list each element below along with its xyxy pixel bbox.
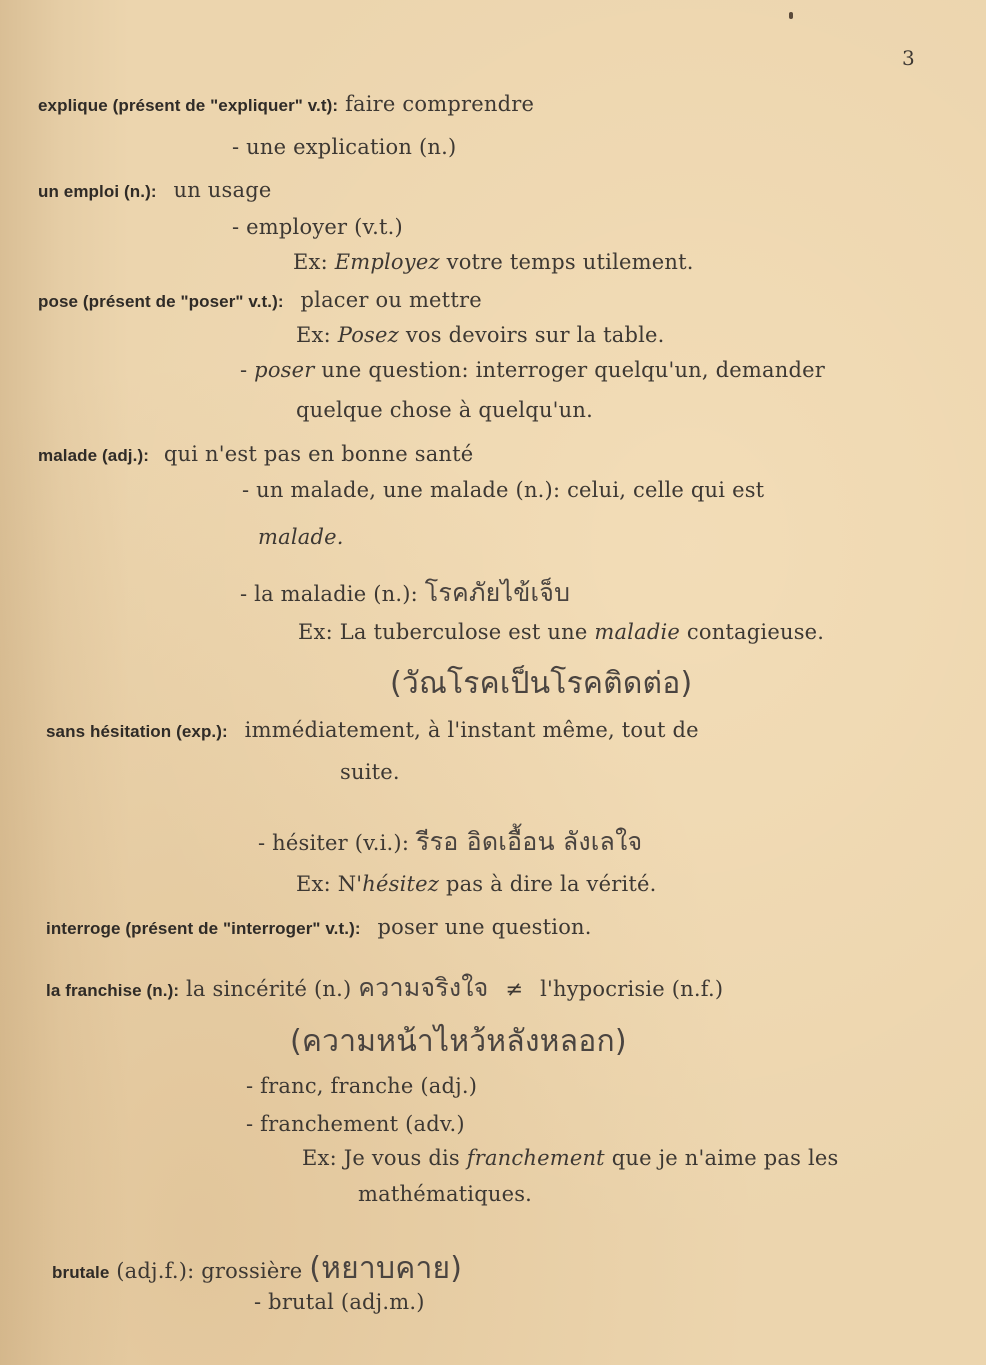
headword: explique (présent de "expliquer" v.t): bbox=[38, 96, 339, 115]
ink-speck bbox=[789, 12, 793, 19]
derived-maladie: - la maladie (n.): โรคภัยไข้เจ็บ bbox=[240, 578, 571, 607]
definition-cont: suite. bbox=[340, 760, 400, 784]
example-franchement: Ex: Je vous dis franchement que je n'aime pas les bbox=[302, 1146, 839, 1170]
entry-pose bbox=[38, 288, 482, 312]
headword: la franchise (n.): bbox=[46, 981, 180, 1000]
derived-un-malade-cont: malade. bbox=[258, 525, 344, 549]
thai-translation: (หยาบคาย) bbox=[309, 1251, 463, 1286]
entry-interroge bbox=[46, 915, 592, 939]
definition: qui n'est pas en bonne santé bbox=[163, 442, 474, 466]
entry-franchise bbox=[46, 968, 723, 1008]
definition: grossière bbox=[194, 1259, 303, 1283]
definition: placer ou mettre bbox=[300, 288, 482, 312]
example-hesiter: Ex: N'hésitez pas à dire la vérité. bbox=[296, 872, 657, 896]
headword: interroge (présent de "interroger" v.t.): bbox=[46, 919, 361, 938]
thai-translation: รีรอ อิดเอื้อน ลังเลใจ bbox=[416, 827, 643, 856]
page-number: 3 bbox=[902, 46, 915, 70]
definition: la sincérité (n.) bbox=[186, 977, 352, 1001]
not-equal-sign: ≠ bbox=[505, 977, 524, 1001]
entry-malade bbox=[38, 442, 473, 466]
example-franchement-cont: mathématiques. bbox=[358, 1182, 533, 1206]
entry-emploi bbox=[38, 178, 272, 202]
derived-poser-cont: quelque chose à quelqu'un. bbox=[296, 398, 593, 422]
definition: faire comprendre bbox=[345, 92, 535, 116]
part-of-speech: (adj.f.): bbox=[109, 1259, 195, 1283]
definition: un usage bbox=[173, 178, 272, 202]
derived-franchement: - franchement (adv.) bbox=[246, 1112, 465, 1136]
antonym: l'hypocrisie (n.f.) bbox=[540, 977, 724, 1001]
derived-poser-question: - poser une question: interroger quelqu'un, demander bbox=[240, 358, 825, 382]
entry-brutale bbox=[52, 1245, 462, 1292]
entry-sans-hesitation bbox=[46, 718, 699, 742]
derived-explication: - une explication (n.) bbox=[232, 135, 457, 159]
derived-employer: - employer (v.t.) bbox=[232, 215, 403, 239]
derived-un-malade: - un malade, une malade (n.): celui, celle qui est bbox=[242, 478, 765, 502]
example-pose: Ex: Posez vos devoirs sur la table. bbox=[296, 323, 665, 347]
thai-translation-antonym: (ความหน้าไหว้หลังหลอก) bbox=[290, 1024, 627, 1059]
example-maladie: Ex: La tuberculose est une maladie contagieuse. bbox=[298, 620, 825, 644]
definition: immédiatement, à l'instant même, tout de bbox=[244, 718, 699, 742]
headword: un emploi (n.): bbox=[38, 182, 157, 201]
example-emploi: Ex: Employez votre temps utilement. bbox=[293, 250, 694, 274]
derived-brutal: - brutal (adj.m.) bbox=[254, 1290, 425, 1314]
definition: poser une question. bbox=[377, 915, 592, 939]
entry-explique bbox=[38, 92, 534, 116]
derived-hesiter: - hésiter (v.i.): รีรอ อิดเอื้อน ลังเลใจ bbox=[258, 827, 643, 856]
headword: brutale bbox=[52, 1263, 110, 1282]
thai-translation: ความจริงใจ bbox=[358, 973, 489, 1002]
thai-translation: โรคภัยไข้เจ็บ bbox=[424, 578, 571, 607]
headword: pose (présent de "poser" v.t.): bbox=[38, 292, 284, 311]
derived-franc: - franc, franche (adj.) bbox=[246, 1074, 478, 1098]
thai-translation-example: (วัณโรคเป็นโรคติดต่อ) bbox=[390, 666, 693, 701]
headword: sans hésitation (exp.): bbox=[46, 722, 228, 741]
headword: malade (adj.): bbox=[38, 446, 149, 465]
